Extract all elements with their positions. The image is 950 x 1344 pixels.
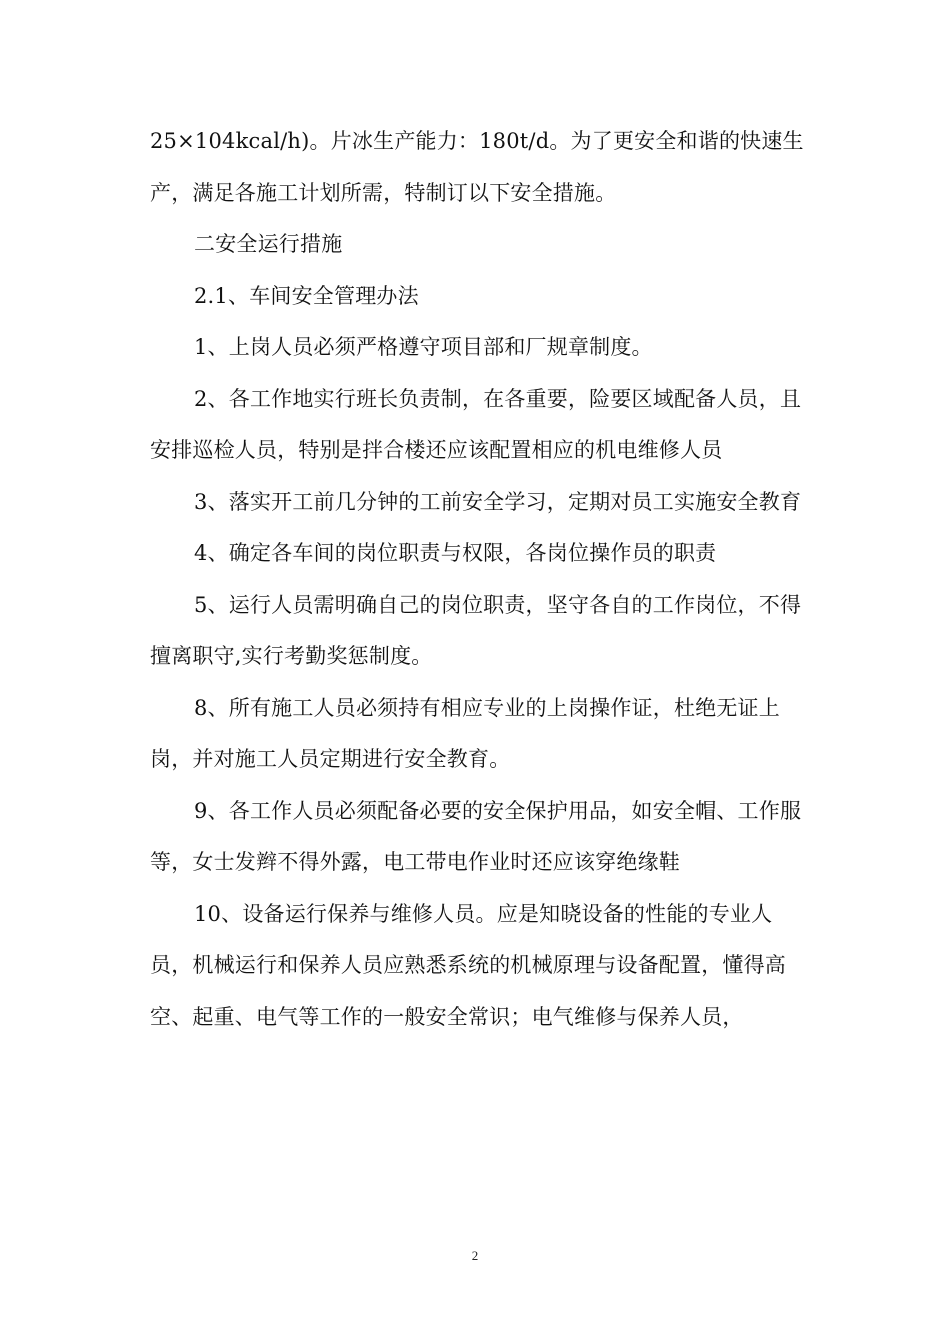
paragraph-item-1: 1、上岗人员必须严格遵守项目部和厂规章制度。 — [194, 335, 653, 359]
paragraph-item-9: 9、各工作人员必须配备必要的安全保护用品，如安全帽、工作服等，女士发辫不得外露，电工带电作业时还应该穿绝缘鞋 — [150, 798, 802, 874]
paragraph-item-10: 10、设备运行保养与维修人员。应是知晓设备的性能的专业人员，机械运行和保养人员应熟悉系统的机械原理与设备配置，懂得高空、起重、电气等工作的一般安全常识；电气维修与保养人员， — [150, 901, 786, 1029]
paragraph-item-5: 5、运行人员需明确自己的岗位职责，坚守各自的工作岗位，不得擅离职守,实行考勤奖惩制度。 — [150, 592, 802, 668]
subsection-heading-workshop-management: 2.1、车间安全管理办法 — [194, 283, 419, 308]
paragraph-item-8: 8、所有施工人员必须持有相应专业的上岗操作证，杜绝无证上岗，并对施工人员定期进行安全教育。 — [150, 695, 780, 771]
page-number: 2 — [471, 1248, 479, 1263]
paragraph-item-3: 3、落实开工前几分钟的工前安全学习，定期对员工实施安全教育 — [194, 489, 802, 514]
paragraph-continued-intro: 25×104kcal/h)。片冰生产能力：180t/d。为了更安全和谐的快速生产，满足各施工计划所需，特制订以下安全措施。 — [150, 129, 804, 205]
paragraph-item-4: 4、确定各车间的岗位职责与权限，各岗位操作员的职责 — [194, 541, 717, 565]
section-heading-safety-measures: 二安全运行措施 — [194, 232, 343, 256]
paragraph-item-2: 2、各工作地实行班长负责制，在各重要，险要区域配备人员，且安排巡检人员，特别是拌合楼还应该配置相应的机电维修人员 — [150, 386, 802, 462]
document-body — [150, 116, 810, 1043]
